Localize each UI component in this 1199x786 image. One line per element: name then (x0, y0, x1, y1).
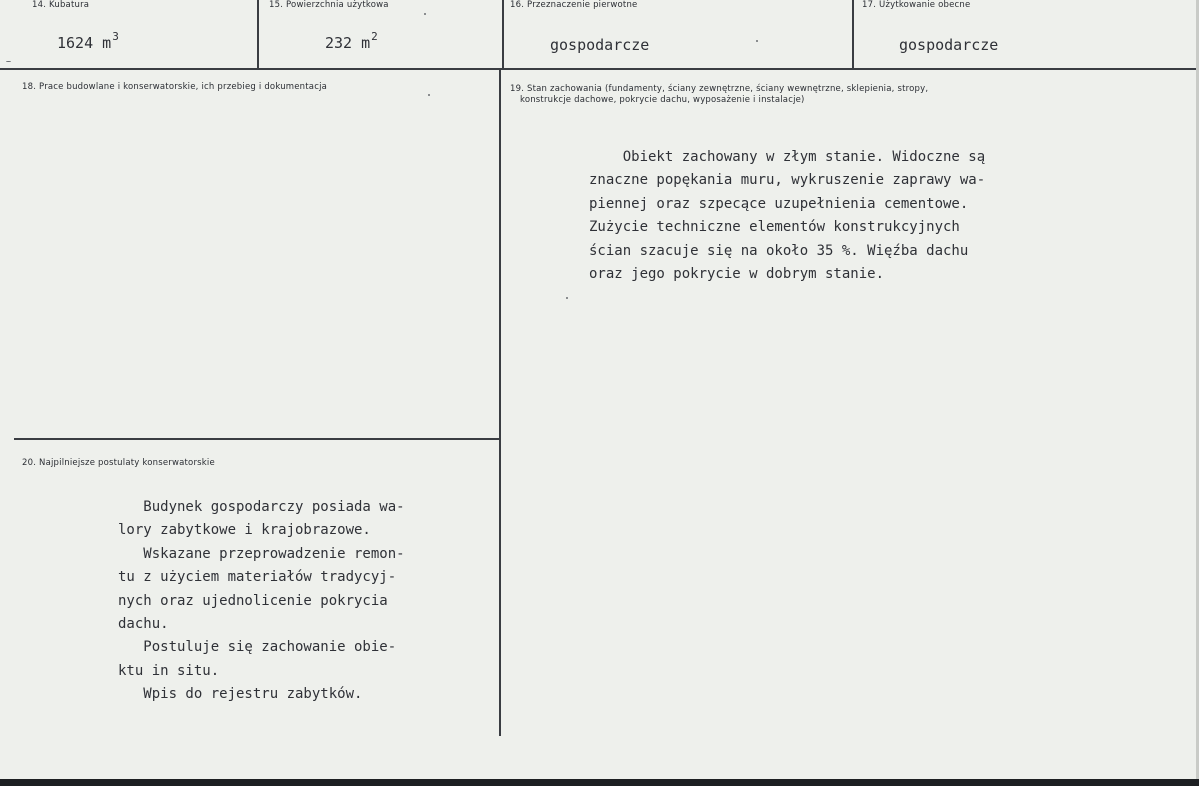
top-row-bottom-border (0, 68, 1196, 70)
field-19-text (589, 146, 985, 286)
divider-16-17 (852, 0, 854, 69)
text-line: nych oraz ujednolicenie pokrycia (118, 592, 388, 609)
field-20-text (118, 496, 405, 707)
scan-speck (566, 297, 568, 299)
field-20-label: 20. Najpilniejsze postulaty konserwatorskie (22, 458, 215, 468)
field-16-label: 16. Przeznaczenie pierwotne (510, 0, 638, 10)
field-19-label-line2: konstrukcje dachowe, pokrycie dachu, wyposażenie i instalacje) (520, 95, 805, 105)
field-16-value: gospodarcze (550, 36, 650, 54)
field-17-value: gospodarcze (899, 36, 999, 54)
field-14-unit-exponent: 3 (112, 30, 119, 43)
text-line: oraz jego pokrycie w dobrym stanie. (589, 266, 885, 283)
field-14-value: 1624 $m^3$ (57, 30, 119, 52)
text-line: ścian szacuje się na około 35 %. Więźba dachu (589, 242, 969, 259)
text-line: dachu. (118, 616, 169, 633)
scan-speck (428, 94, 430, 96)
text-line: Wpis do rejestru zabytków. (118, 686, 363, 703)
text-line: Budynek gospodarczy posiada wa- (118, 499, 405, 515)
divider-15-16 (502, 0, 504, 69)
text-line: tu z użyciem materiałów tradycyj- (118, 569, 397, 586)
text-line: lory zabytkowe i krajobrazowe. (118, 522, 371, 539)
text-line: ktu in situ. (118, 662, 220, 679)
text-line: znaczne popękania muru, wykruszenie zaprawy wa- (589, 172, 986, 189)
text-line: Zużycie techniczne elementów konstrukcyjnych (589, 219, 960, 236)
field-19-label-line1: 19. Stan zachowania (fundamenty, ściany zewnętrzne, ściany wewnętrzne, sklepienia, stropy, (510, 84, 929, 94)
field-17-label: 17. Użytkowanie obecne (862, 0, 971, 10)
field-15-unit-exponent: 2 (371, 30, 378, 43)
scan-speck (6, 61, 11, 62)
scan-speck (424, 13, 426, 15)
text-line: Wskazane przeprowadzenie remon- (118, 545, 405, 562)
field-15-label: 15. Powierzchnia użytkowa (269, 0, 389, 10)
text-line: piennej oraz szpecące uzupełnienia cementowe. (589, 195, 969, 212)
divider-18-20 (14, 438, 500, 440)
divider-14-15 (257, 0, 259, 69)
text-line: Obiekt zachowany w złym stanie. Widoczne są (589, 149, 986, 165)
field-14-label: 14. Kubatura (32, 0, 90, 10)
field-15-value: 232 $m^2$ (325, 30, 378, 52)
scan-speck (756, 40, 758, 42)
divider-main-vertical (499, 69, 501, 736)
scan-bottom-edge (0, 779, 1199, 786)
field-18-label: 18. Prace budowlane i konserwatorskie, ich przebieg i dokumentacja (22, 82, 328, 92)
text-line: Postuluje się zachowanie obie- (118, 639, 397, 656)
